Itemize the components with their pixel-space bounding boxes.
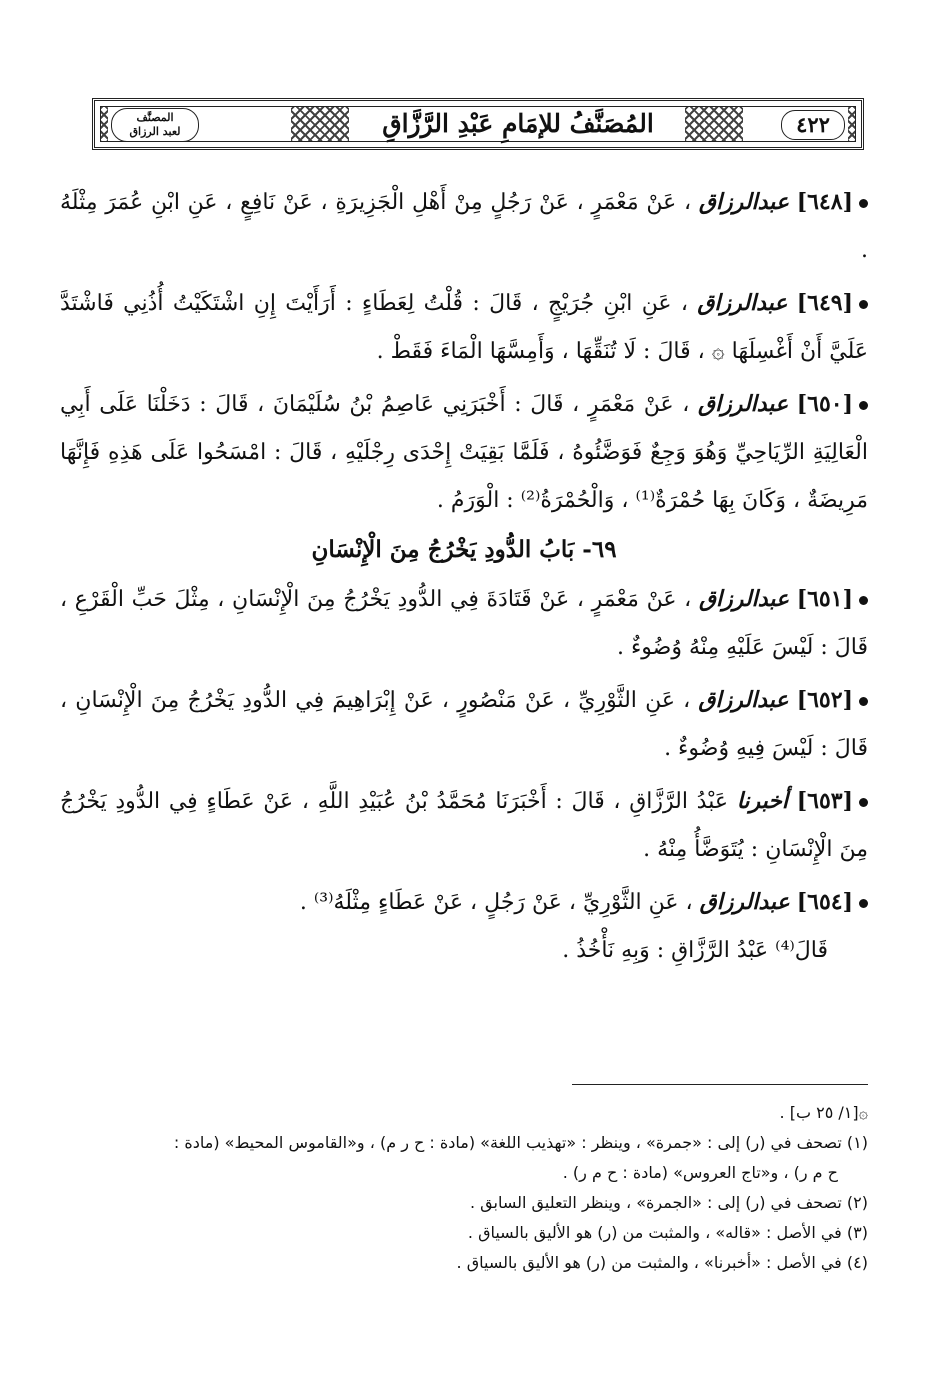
bullet-icon: [859, 199, 868, 208]
narrator: عبدالرزاق: [698, 586, 790, 612]
hadith-entry-653: [60, 777, 868, 874]
page-number: ٤٢٢: [781, 110, 845, 140]
chapter-heading: ٦٩- بَابُ الدُّودِ يَخْرُجُ مِنَ الْإِنْسَانِ: [311, 536, 617, 563]
hadith-entry-654: [60, 878, 868, 975]
bullet-icon: [859, 596, 868, 605]
footnotes: [62, 1098, 868, 1278]
hadith-text: ، عَنِ الثَّوْرِيِّ ، عَنْ رَجُلٍ ، عَنْ عَطَاءٍ مِثْلَهُ⁽³⁾ .: [299, 890, 693, 915]
bullet-icon: [859, 697, 868, 706]
emblem-line-1: المصنَّف: [136, 111, 174, 124]
hadith-number: [٦٤٨]: [796, 189, 853, 215]
footnote-4: (٤) في الأصل : «أخبرنا» ، والمثبت من (ر) هو الأليق بالسياق .: [456, 1253, 868, 1272]
page-header: [92, 98, 864, 150]
hadith-entry-652: [60, 676, 868, 773]
hadith-number: [٦٥٠]: [796, 391, 854, 417]
hadith-number: [٦٥٤]: [796, 889, 853, 915]
narrator: أخبرنا: [736, 788, 789, 814]
hadith-entry-649: [60, 279, 868, 376]
narrator: عبدالرزاق: [698, 687, 789, 713]
emblem-line-2: لعبد الرزاق: [129, 125, 181, 138]
hadith-number: [٦٥١]: [796, 586, 853, 612]
narrator: عبدالرزاق: [698, 391, 789, 417]
bullet-icon: [859, 798, 868, 807]
narrator: عبدالرزاق: [698, 189, 789, 215]
footnote-1-continued: ح م ر) ، و«تاج العروس» (مادة : ح م ر) .: [562, 1163, 838, 1182]
hadith-number: [٦٥٣]: [796, 788, 854, 814]
ornament-pattern-left: [291, 106, 349, 142]
main-text: [60, 178, 868, 975]
hadith-entry-650: [60, 380, 868, 525]
hadith-text: ، عَنْ مَعْمَرٍ ، عَنْ قَتَادَةَ فِي الدُّودِ يَخْرُجُ مِنَ الْإِنْسَانِ ، مِثْلَ حَبِّ الْقَرْعِ ، قَالَ : لَيْسَ عَلَيْهِ مِنْهُ وُضُوءٌ .: [60, 587, 868, 660]
hadith-text: ، عَنِ ابْنِ جُرَيْجٍ ، قَالَ : قُلْتُ لِعَطَاءٍ : أَرَأَيْتَ إِنِ اشْتَكَيْتُ أُذُنِي فَاشْتَدَّ عَلَيَّ أَنْ أَغْسِلَهَا ۞ ، قَالَ : لَا تُنَقِّهَا ، وَأَمِسَّهَا الْمَاءَ فَقَطْ .: [60, 291, 868, 364]
narrator: عبدالرزاق: [699, 889, 790, 915]
ornament-edge-left: [100, 106, 108, 142]
hadith-entry-648: [60, 178, 868, 275]
hadith-number: [٦٤٩]: [796, 290, 854, 316]
running-title: المُصَنَّفُ للإمَامِ عَبْدِ الرَّزَّاقِ: [382, 109, 654, 138]
hadith-text: ، عَنْ مَعْمَرٍ ، قَالَ : أَخْبَرَنِي عَاصِمُ بْنُ سُلَيْمَانَ ، قَالَ : دَخَلْنَا عَلَى أَبِي الْعَالِيَةِ الرِّيَاحِيِّ وَهُوَ وَجِعٌ فَوَضَّئُوهُ ، فَلَمَّا بَقِيَتْ إِحْدَى رِجْلَيْهِ ، قَالَ : امْسَحُوا عَلَى هَذِهِ فَإِنَّهَا مَرِيضَةٌ ، وَكَانَ بِهَا حُمْرَةٌ⁽¹⁾ ، وَالْحُمْرَةُ⁽²⁾ : الْوَرَمُ .: [60, 392, 868, 513]
footnote-2: (٢) تصحف في (ر) إلى : «الجمرة» ، وينظر التعليق السابق .: [470, 1193, 868, 1212]
ornament-pattern-right: [685, 106, 743, 142]
footnote-3: (٣) في الأصل : «قاله» ، والمثبت من (ر) هو الأليق بالسياق .: [467, 1223, 868, 1242]
closing-statement: قَالَ⁽⁴⁾ عَبْدُ الرَّزَّاقِ : وَبِهِ نَأْخُذُ .: [562, 938, 828, 963]
bullet-icon: [859, 401, 868, 410]
narrator: عبدالرزاق: [697, 290, 788, 316]
folio-marker: ۞[١/ ٢٥ ب] .: [779, 1103, 868, 1122]
hadith-text: ، عَنِ الثَّوْرِيِّ ، عَنْ مَنْصُورٍ ، عَنْ إِبْرَاهِيمَ فِي الدُّودِ يَخْرُجُ مِنَ الْإِنْسَانِ ، قَالَ : لَيْسَ فِيهِ وُضُوءٌ .: [60, 688, 868, 761]
bullet-icon: [859, 899, 868, 908]
book-emblem: [111, 108, 199, 142]
ornament-edge-right: [848, 106, 856, 142]
hadith-number: [٦٥٢]: [796, 687, 853, 713]
footnote-1: (١) تصحف في (ر) إلى : «جمرة» ، وينظر : «تهذيب اللغة» (مادة : ح ر م) ، و«القاموس المحيط» (مادة :: [173, 1133, 868, 1152]
bullet-icon: [859, 300, 868, 309]
hadith-text: ، عَنْ مَعْمَرٍ ، عَنْ رَجُلٍ مِنْ أَهْلِ الْجَزِيرَةِ ، عَنْ نَافِعٍ ، عَنِ ابْنِ عُمَرَ مِثْلَهُ .: [60, 190, 868, 263]
hadith-entry-651: [60, 575, 868, 672]
hadith-text: عَبْدُ الرَّزَّاقِ ، قَالَ : أَخْبَرَنَا مُحَمَّدُ بْنُ عُبَيْدِ اللَّهِ ، عَنْ عَطَاءٍ فِي الدُّودِ يَخْرُجُ مِنَ الْإِنْسَانِ : يُتَوَضَّأُ مِنْهُ .: [60, 789, 868, 862]
footnote-separator: [572, 1084, 868, 1085]
